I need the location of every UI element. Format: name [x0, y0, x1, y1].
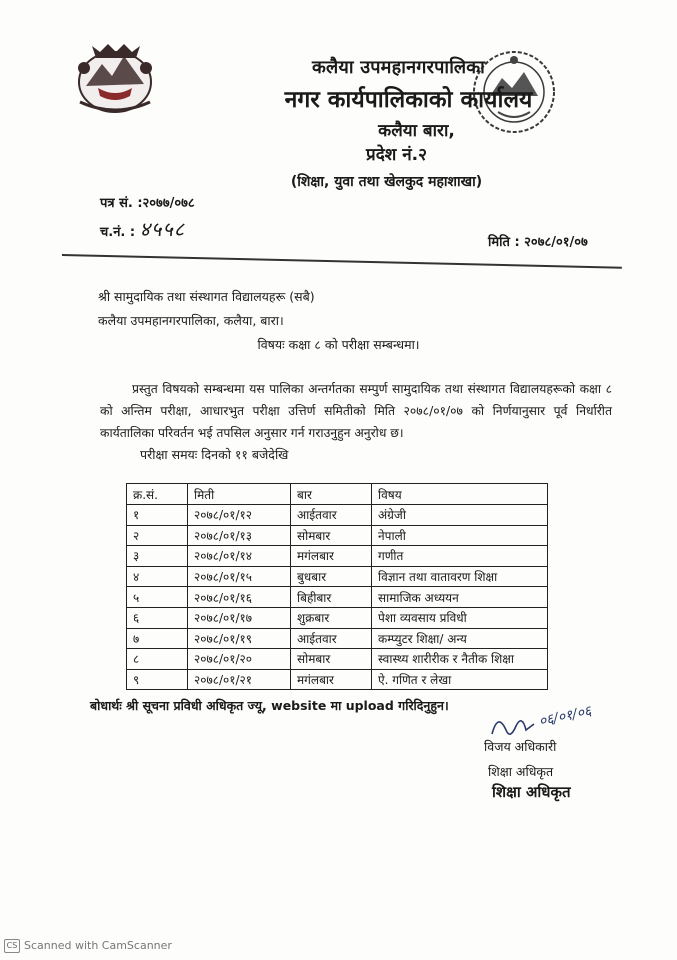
cell-serial: ७ — [127, 628, 188, 649]
signatory-name: विजय अधिकारी — [484, 739, 557, 754]
cell-day: बुधबार — [291, 566, 372, 587]
cell-serial: ४ — [127, 566, 188, 587]
cell-serial: ९ — [127, 669, 188, 690]
scanner-watermark — [4, 939, 172, 953]
cell-day: शुक्रबार — [291, 607, 372, 628]
header-divider — [62, 254, 622, 269]
cell-day: मगंलबार — [291, 546, 372, 567]
cell-subject: अंग्रेजी — [372, 505, 548, 526]
cell-date: २०७८/०१/१६ — [188, 587, 291, 608]
col-header-day: बार — [291, 484, 372, 505]
cell-day: आईतवार — [291, 505, 372, 526]
camscanner-logo-icon: CS — [4, 939, 20, 953]
cell-serial: १ — [127, 505, 188, 526]
letter-date: मिति : २०७८/०१/०७ — [488, 235, 588, 250]
cell-day: मगंलबार — [291, 669, 372, 690]
letter-reference-number: पत्र सं. :२०७७/०७८ — [100, 196, 195, 211]
recipient-line-2: कलैया उपमहानगरपालिका, कलैया, बारा। — [98, 313, 284, 328]
table-row — [127, 546, 548, 567]
cell-date: २०७८/०१/१५ — [188, 566, 291, 587]
cell-serial: ६ — [127, 607, 188, 628]
subject-line: विषयः कक्षा ८ को परीक्षा सम्बन्धमा। — [257, 337, 420, 352]
cc-note: बोधार्थः श्री सूचना प्रविधी अधिकृत ज्यू, website मा upload गरिदिनुहुन। — [90, 698, 449, 713]
cell-subject: स्वास्थ्य शारीरीक र नैतीक शिक्षा — [372, 649, 548, 670]
exam-schedule-table — [126, 483, 548, 690]
cell-subject: सामाजिक अध्ययन — [372, 587, 548, 608]
signatory-stamp: शिक्षा अधिकृत — [492, 783, 571, 801]
recipient-line-1: श्री सामुदायिक तथा संस्थागत विद्यालयहरू (सबै) — [98, 289, 315, 304]
cell-day: आईतवार — [291, 628, 372, 649]
col-header-subject: विषय — [372, 484, 548, 505]
cell-date: २०७८/०१/१७ — [188, 607, 291, 628]
table-row — [127, 525, 548, 546]
table-header-row — [127, 484, 548, 505]
cell-day: बिहीबार — [291, 587, 372, 608]
cell-subject: ऐ. गणित र लेखा — [372, 669, 548, 690]
department-name: (शिक्षा, युवा तथा खेलकुद महाशाखा) — [290, 174, 483, 190]
table-row — [127, 505, 548, 526]
office-location: कलैया बारा, — [378, 121, 455, 141]
municipality-name: कलैया उपमहानगरपालिका — [312, 57, 485, 78]
table-row — [127, 628, 548, 649]
scanner-text: Scanned with CamScanner — [24, 939, 172, 952]
signature-date: ०६/०१/०६ — [537, 703, 593, 730]
signatory-title: शिक्षा अधिकृत — [488, 764, 554, 779]
cell-serial: ३ — [127, 546, 188, 567]
province-label: प्रदेश नं.२ — [366, 145, 427, 165]
body-paragraph: प्रस्तुत विषयको सम्बन्धमा यस पालिका अन्तर्गतका सम्पुर्ण सामुदायिक तथा संस्थागत विद्यालयहरूको कक्षा ८ को अन्तिम परीक्षा, आधारभुत परीक्षा उत्तिर्ण समितीको मिति २०७८/०१/०७ को निर्णयानुसार पूर्व निर्धारीत कार्यतालिका परिवर्तन भई तपसिल अनुसार गर्न गराउनुहुन अनुरोध छ। — [100, 382, 612, 440]
col-header-serial: क्र.सं. — [127, 484, 188, 505]
table-row — [127, 649, 548, 670]
table-row — [127, 669, 548, 690]
exam-time: परीक्षा समयः दिनको ११ बजेदेखि — [140, 447, 289, 462]
office-name: नगर कार्यपालिकाको कार्यालय — [284, 87, 533, 113]
dispatch-number-row — [100, 215, 185, 242]
cell-date: २०७८/०१/२० — [188, 649, 291, 670]
cell-day: सोमबार — [291, 525, 372, 546]
cell-subject: विज्ञान तथा वातावरण शिक्षा — [372, 566, 548, 587]
col-header-date: मिती — [188, 484, 291, 505]
cell-day: सोमबार — [291, 649, 372, 670]
cell-subject: कम्प्युटर शिक्षा/ अन्य — [372, 628, 548, 649]
table-row — [127, 587, 548, 608]
table-row — [127, 607, 548, 628]
dispatch-number-label: च.नं. : — [100, 225, 136, 240]
cell-subject: नेपाली — [372, 525, 548, 546]
cell-date: २०७८/०१/१३ — [188, 525, 291, 546]
cell-date: २०७८/०१/१२ — [188, 505, 291, 526]
cell-serial: २ — [127, 525, 188, 546]
dispatch-number-value: ४५५८ — [139, 217, 186, 241]
table-row — [127, 566, 548, 587]
cell-subject: पेशा व्यवसाय प्रविधी — [372, 607, 548, 628]
cell-date: २०७८/०१/१४ — [188, 546, 291, 567]
cell-serial: ५ — [127, 587, 188, 608]
cell-date: २०७८/०१/१९ — [188, 628, 291, 649]
cell-serial: ८ — [127, 649, 188, 670]
cell-date: २०७८/०१/२१ — [188, 669, 291, 690]
cell-subject: गणीत — [372, 546, 548, 567]
